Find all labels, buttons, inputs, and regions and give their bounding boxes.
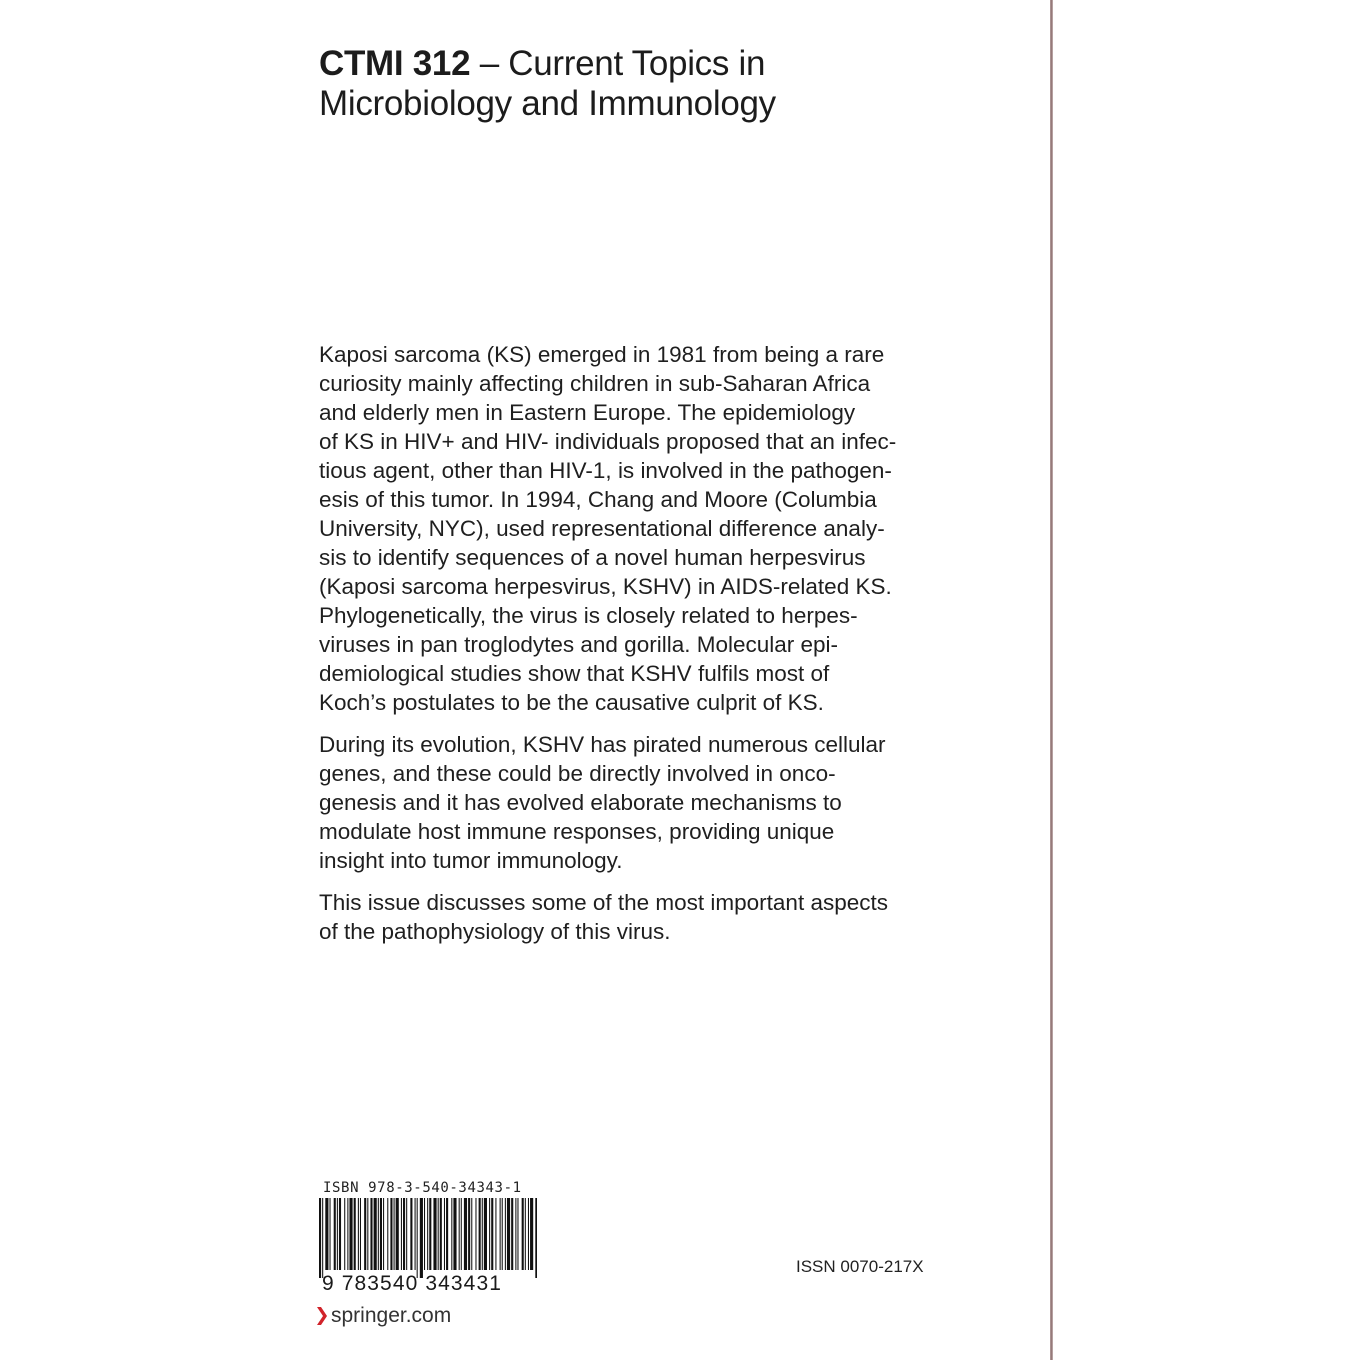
blurb xyxy=(319,340,949,959)
isbn-label: ISBN 978-3-540-34343-1 xyxy=(323,1180,522,1196)
barcode-bar xyxy=(420,1198,423,1278)
text-line: sis to identify sequences of a novel human herpesvirus xyxy=(319,545,866,570)
barcode-bar xyxy=(507,1198,510,1270)
barcode-bar xyxy=(451,1198,452,1270)
barcode-bar xyxy=(446,1198,448,1270)
barcode-bar xyxy=(475,1198,476,1270)
barcode-bar xyxy=(354,1198,356,1270)
barcode-bar xyxy=(383,1198,384,1270)
text-line: modulate host immune responses, providing unique xyxy=(319,819,835,844)
barcode-bar xyxy=(360,1198,361,1270)
blurb-paragraph-3 xyxy=(319,888,949,946)
barcode-bar xyxy=(433,1198,436,1270)
barcode-bar xyxy=(364,1198,366,1270)
issn-number: ISSN 0070-217X xyxy=(796,1257,924,1276)
text-line: University, NYC), used representational difference analy- xyxy=(319,516,885,541)
barcode-bar xyxy=(505,1198,506,1270)
text-line: This issue discusses some of the most important aspects xyxy=(319,890,888,915)
barcode-bar xyxy=(522,1198,524,1270)
publisher-url: springer.com xyxy=(331,1304,452,1327)
barcode-bar xyxy=(511,1198,513,1270)
text-line: tious agent, other than HIV-1, is involved in the pathogen- xyxy=(319,458,892,483)
barcode-bar xyxy=(502,1198,503,1270)
barcode-bar xyxy=(535,1198,537,1278)
text-line: curiosity mainly affecting children in sub-Saharan Africa xyxy=(319,371,871,396)
chevron-right-icon xyxy=(317,1305,327,1327)
barcode-bar xyxy=(461,1198,462,1270)
barcode-bar xyxy=(479,1198,481,1270)
barcode-bar xyxy=(489,1198,490,1270)
barcode-bar xyxy=(347,1198,348,1270)
barcode-bar xyxy=(390,1198,392,1270)
barcode-bar xyxy=(471,1198,472,1270)
barcode-bar xyxy=(424,1198,425,1270)
barcode-bar xyxy=(528,1198,529,1270)
barcode-bar xyxy=(387,1198,388,1270)
barcode-bar xyxy=(380,1198,382,1270)
barcode-bar xyxy=(339,1198,341,1270)
text-line: of the pathophysiology of this virus. xyxy=(319,919,671,944)
publisher-link[interactable] xyxy=(317,1304,451,1328)
blurb-paragraph-2 xyxy=(319,730,949,875)
book-title xyxy=(319,44,1019,124)
barcode-bar xyxy=(396,1198,399,1270)
barcode-bar xyxy=(330,1198,331,1270)
barcode-bar xyxy=(464,1198,467,1270)
barcode-bar xyxy=(370,1198,372,1270)
barcode-bar xyxy=(322,1198,323,1278)
barcode-bar xyxy=(515,1198,516,1270)
text-line: Phylogenetically, the virus is closely related to herpes- xyxy=(319,603,858,628)
barcode-bar xyxy=(378,1198,379,1270)
barcode-bar xyxy=(319,1198,321,1278)
barcode-bar xyxy=(525,1198,526,1270)
barcode-bar xyxy=(444,1198,445,1270)
barcode-bar xyxy=(495,1198,496,1270)
barcode-bar xyxy=(344,1198,345,1270)
barcode-bar xyxy=(334,1198,336,1270)
text-line: of KS in HIV+ and HIV- individuals proposed that an infec- xyxy=(319,429,897,454)
text-line: genes, and these could be directly involved in onco- xyxy=(319,761,836,786)
barcode-bar xyxy=(403,1198,405,1270)
text-line: and elderly men in Eastern Europe. The epidemiology xyxy=(319,400,856,425)
text-line: insight into tumor immunology. xyxy=(319,848,623,873)
series-title-line1: – Current Topics in xyxy=(470,44,766,83)
text-line: During its evolution, KSHV has pirated numerous cellular xyxy=(319,732,886,757)
barcode-bar xyxy=(440,1198,442,1270)
barcode-bar xyxy=(358,1198,359,1270)
barcode-bar xyxy=(517,1198,518,1270)
barcode-bar xyxy=(415,1198,416,1270)
barcode-bar xyxy=(406,1198,407,1270)
spine-edge xyxy=(1050,0,1053,1360)
barcode-icon xyxy=(319,1198,537,1278)
barcode-bar xyxy=(427,1198,428,1270)
barcode-bar xyxy=(484,1198,487,1270)
series-number: CTMI 312 xyxy=(319,44,471,83)
barcode-bar xyxy=(410,1198,412,1270)
text-line: Koch’s postulates to be the causative culprit of KS. xyxy=(319,690,824,715)
barcode-bar xyxy=(325,1198,328,1270)
barcode-bar xyxy=(491,1198,493,1270)
barcode-bar xyxy=(459,1198,460,1270)
barcode-bar xyxy=(394,1198,395,1270)
barcode-bar xyxy=(374,1198,377,1270)
text-line: viruses in pan troglodytes and gorilla. Molecular epi- xyxy=(319,632,839,657)
barcode-bar xyxy=(429,1198,431,1270)
barcode-bar xyxy=(530,1198,533,1270)
barcode-bar xyxy=(337,1198,338,1270)
text-line: genesis and it has evolved elaborate mechanisms to xyxy=(319,790,842,815)
text-line: demiological studies show that KSHV fulfils most of xyxy=(319,661,830,686)
barcode-bar xyxy=(500,1198,501,1270)
barcode-bar xyxy=(349,1198,352,1270)
series-title-line2: Microbiology and Immunology xyxy=(319,84,776,123)
barcode-bar xyxy=(438,1198,439,1270)
barcode-bar xyxy=(417,1198,418,1278)
blurb-paragraph-1 xyxy=(319,340,949,717)
barcode-digits: 9 783540 343431 xyxy=(322,1272,502,1295)
barcode-bar xyxy=(468,1198,470,1270)
barcode-bar xyxy=(453,1198,456,1270)
barcode-bar xyxy=(401,1198,402,1270)
barcode-bar xyxy=(367,1198,368,1270)
text-line: esis of this tumor. In 1994, Chang and Moore (Columbia xyxy=(319,487,877,512)
text-line: (Kaposi sarcoma herpesvirus, KSHV) in AIDS-related KS. xyxy=(319,574,892,599)
barcode-bar xyxy=(482,1198,483,1270)
text-line: Kaposi sarcoma (KS) emerged in 1981 from being a rare xyxy=(319,342,885,367)
